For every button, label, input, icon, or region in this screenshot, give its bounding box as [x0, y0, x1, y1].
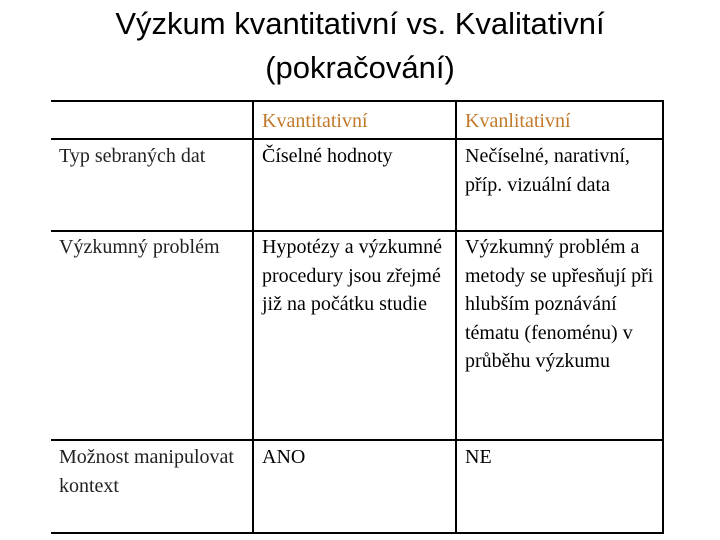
comparison-table [51, 100, 664, 534]
quantitative-cell: Hypotézy a výzkumné procedury jsou zřejmé již na počátku studie [253, 231, 456, 440]
table-row [51, 440, 663, 533]
table-row [51, 139, 663, 231]
row-label: Možnost manipulovat kontext [51, 440, 253, 533]
quantitative-cell: Číselné hodnoty [253, 139, 456, 231]
header-cell-quantitative: Kvantitativní [253, 101, 456, 139]
quantitative-cell: ANO [253, 440, 456, 533]
slide-title [0, 0, 720, 90]
header-cell-qualitative: Kvanlitativní [456, 101, 663, 139]
slide-title-line-2: (pokračování) [265, 50, 455, 85]
header-cell-empty [51, 101, 253, 139]
row-label: Typ sebraných dat [51, 139, 253, 231]
slide-title-line-1: Výzkum kvantitativní vs. Kvalitativní [115, 6, 605, 41]
qualitative-cell: NE [456, 440, 663, 533]
qualitative-cell: Výzkumný problém a metody se upřesňují při hlubším poznávání tématu (fenoménu) v průběhu výzkumu [456, 231, 663, 440]
table-row [51, 231, 663, 440]
row-label: Výzkumný problém [51, 231, 253, 440]
qualitative-cell: Nečíselné, narativní, příp. vizuální data [456, 139, 663, 231]
table-header-row [51, 101, 663, 139]
